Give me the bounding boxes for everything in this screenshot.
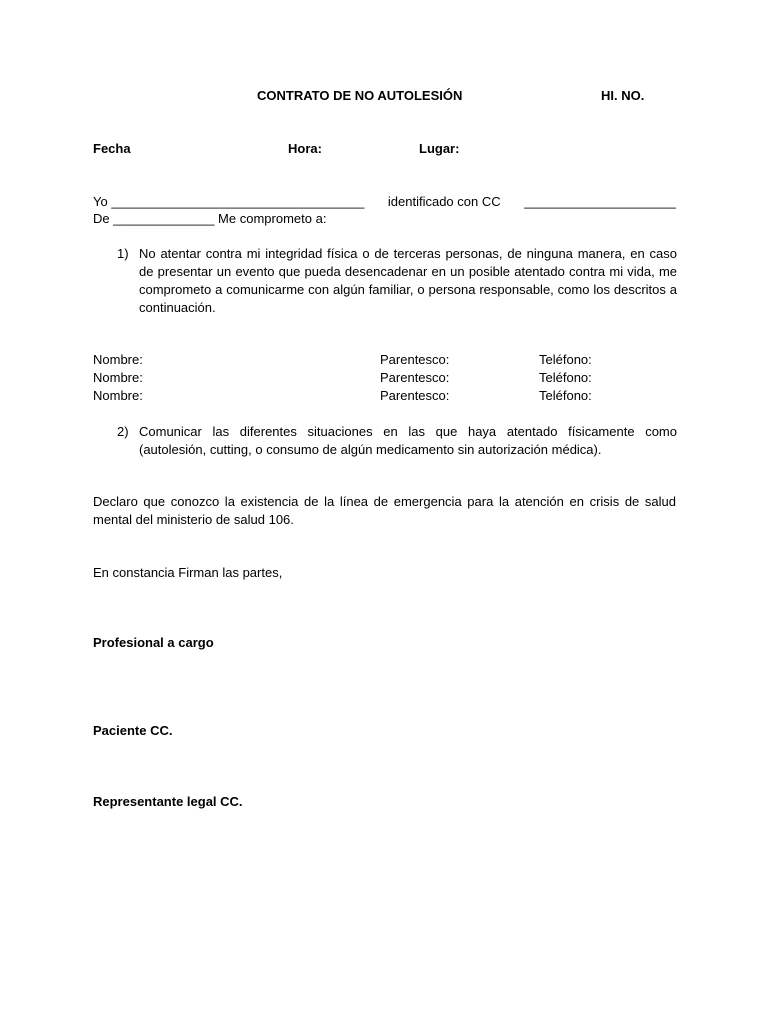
name-blank: Yo ___________________________________ — [93, 194, 365, 209]
contact-relationship-label: Parentesco: — [380, 352, 450, 367]
contact-row — [93, 370, 693, 388]
legal-representative-signature-label: Representante legal CC. — [93, 794, 243, 809]
contact-phone-label: Teléfono: — [539, 370, 592, 385]
item-text: No atentar contra mi integridad física o de terceras personas, de ninguna manera, en caso de presentar un evento que pueda desencadenar en un posible atentado contra mi vida, me comprometo a comunicarme con algún familiar, o persona responsable, como los descritos a continuación. — [139, 246, 677, 315]
declaration-paragraph: Declaro que conozco la existencia de la línea de emergencia para la atención en crisis de salud mental del ministerio de salud 106. — [93, 494, 676, 527]
contact-name-label: Nombre: — [93, 370, 143, 385]
time-label: Hora: — [288, 141, 322, 156]
commitment-item — [117, 245, 677, 317]
document-title: CONTRATO DE NO AUTOLESIÓN — [257, 88, 463, 103]
contact-relationship-label: Parentesco: — [380, 370, 450, 385]
contact-phone-label: Teléfono: — [539, 352, 592, 367]
constancia-line: En constancia Firman las partes, — [93, 565, 283, 580]
history-number-label: HI. NO. — [601, 88, 645, 103]
commitment-item — [117, 423, 677, 459]
identified-with-label: identificado con CC — [387, 194, 501, 209]
item-number: 2) — [117, 424, 129, 439]
place-label: Lugar: — [419, 141, 460, 156]
item-number: 1) — [117, 246, 129, 261]
contact-name-label: Nombre: — [93, 352, 143, 367]
date-label: Fecha — [93, 141, 131, 156]
professional-signature-label: Profesional a cargo — [93, 635, 214, 650]
item-text: Comunicar las diferentes situaciones en las que haya atentado físicamente como (autolesión, cutting, o consumo de algún medicamento sin autorización médica). — [139, 424, 677, 457]
contact-row — [93, 352, 693, 370]
patient-signature-label: Paciente CC. — [93, 723, 173, 738]
contact-name-label: Nombre: — [93, 388, 143, 403]
contact-row — [93, 388, 693, 406]
contact-relationship-label: Parentesco: — [380, 388, 450, 403]
origin-commitment-line: De ______________ Me comprometo a: — [93, 211, 327, 226]
cc-blank: _____________________ — [524, 194, 676, 209]
identity-line — [93, 194, 676, 209]
contact-phone-label: Teléfono: — [539, 388, 592, 403]
